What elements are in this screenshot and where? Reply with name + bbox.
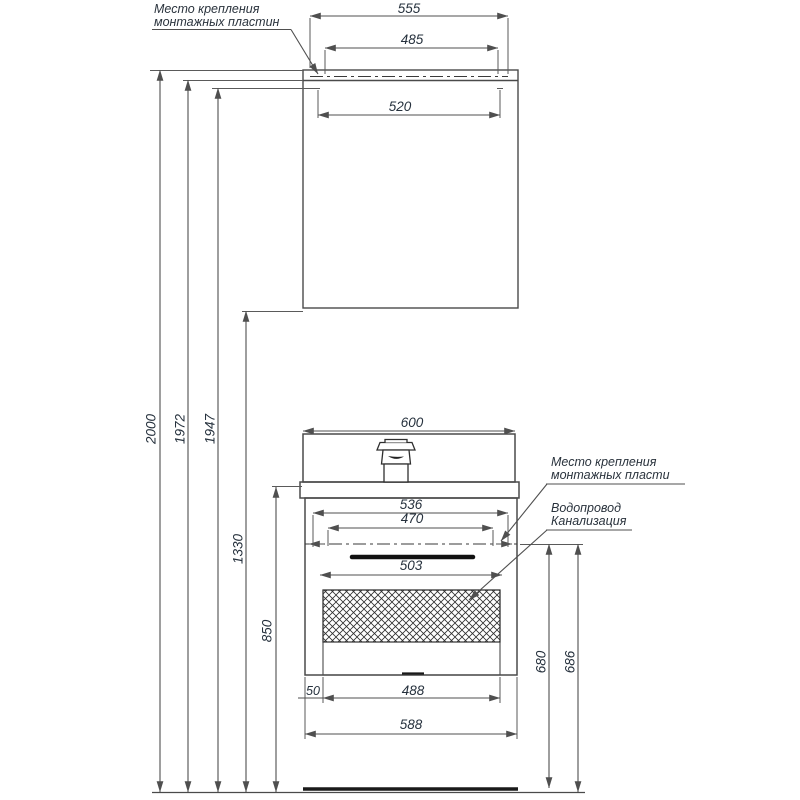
faucet-icon	[377, 440, 415, 483]
dim-drawer-side-offset: 50	[306, 684, 320, 698]
dim-mirror-door-width: 520	[388, 99, 412, 114]
dim-mirror-door-top-height: 1947	[202, 413, 218, 445]
dim-mirror-mount-width: 485	[400, 32, 424, 47]
dim-vanity-mount-width: 470	[400, 511, 424, 526]
callout-vanity-mount-line1: Место крепления	[551, 455, 657, 469]
basin-rim-outline	[300, 482, 519, 498]
dim-cabinet-top-height: 686	[562, 650, 578, 674]
callout-plumbing-line1: Водопровод	[551, 501, 622, 515]
dim-mount-rail-height: 1972	[172, 413, 188, 445]
dim-cabinet-width: 588	[399, 717, 423, 732]
dim-mirror-width: 555	[397, 1, 421, 16]
dim-cabinet-inner-width: 536	[399, 497, 423, 512]
dim-drawer-opening-width: 503	[399, 558, 423, 573]
dim-washbasin-width: 600	[400, 415, 424, 430]
dim-mirror-top-height: 2000	[143, 413, 159, 445]
dim-cabinet-bottom-height: 680	[533, 650, 549, 674]
dim-worktop-height: 850	[259, 619, 275, 643]
utility-cutout-hatch	[323, 590, 500, 642]
dim-mirror-bottom-height: 1330	[230, 533, 246, 565]
dim-drawer-width: 488	[401, 683, 425, 698]
callout-mirror-mount-line1: Место крепления	[154, 2, 260, 16]
callout-mirror-mount-line2: монтажных пластин	[154, 15, 280, 29]
callout-plumbing-line2: Канализация	[551, 514, 627, 528]
callout-vanity-mount-line2: монтажных пласти	[551, 468, 670, 482]
